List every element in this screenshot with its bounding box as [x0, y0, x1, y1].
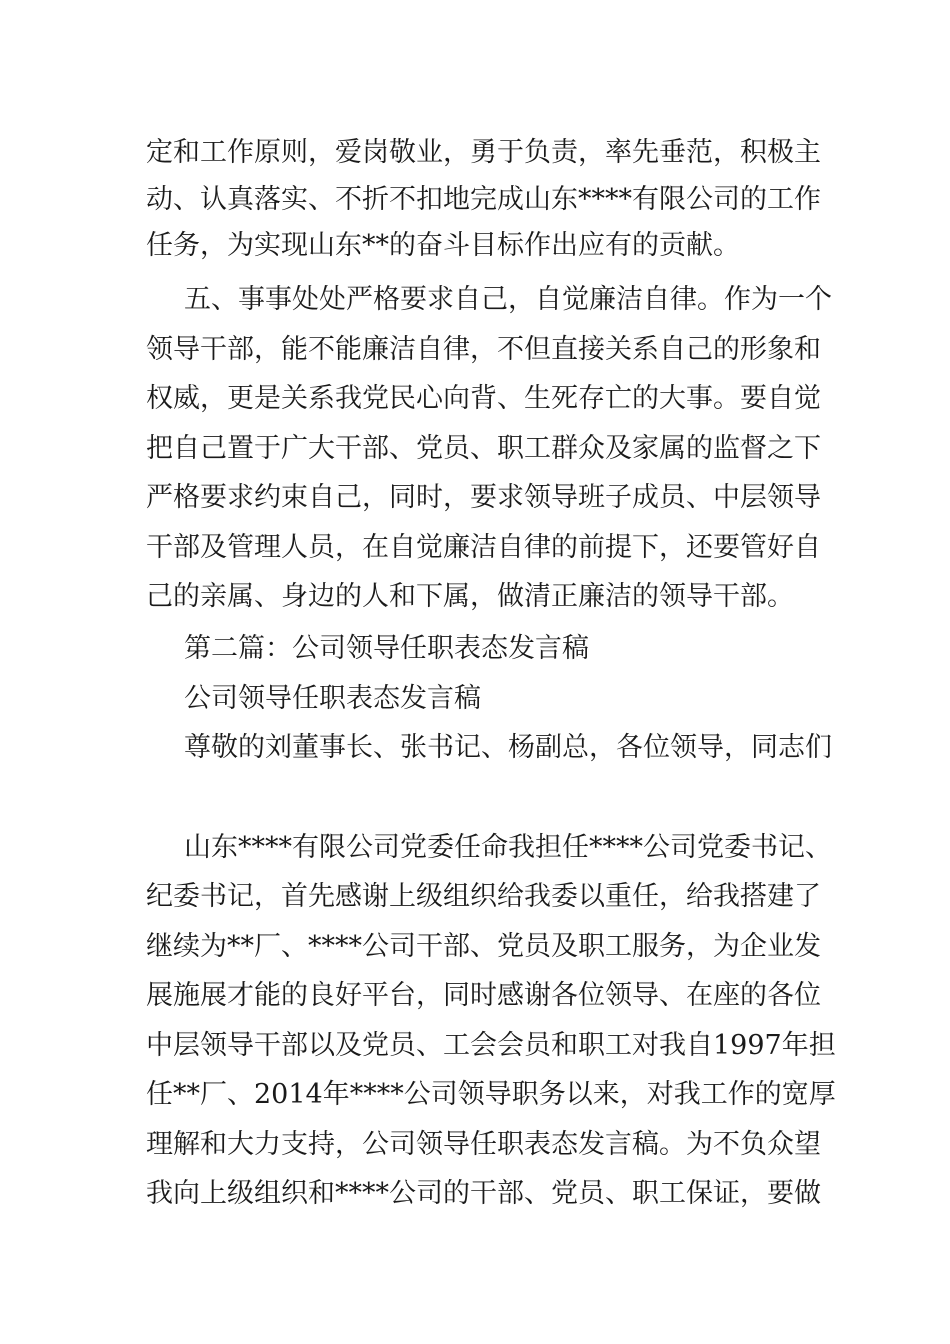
text-line: 山东****有限公司党委任命我担任****公司党委书记、 [184, 832, 832, 863]
document-title: 公司领导任职表态发言稿 [184, 683, 481, 714]
text-line: 任**厂、2014年****公司领导职务以来，对我工作的宽厚 [146, 1079, 836, 1110]
section-heading: 第二篇：公司领导任职表态发言稿 [184, 633, 589, 664]
text-line: 权威，更是关系我党民心向背、生死存亡的大事。要自觉 [146, 383, 821, 414]
text-line: 干部及管理人员，在自觉廉洁自律的前提下，还要管好自 [146, 532, 821, 563]
text-line: 己的亲属、身边的人和下属，做清正廉洁的领导干部。 [146, 581, 794, 612]
text-line: 严格要求约束自己，同时，要求领导班子成员、中层领导 [146, 482, 821, 513]
text-line: 继续为**厂、****公司干部、党员及职工服务，为企业发 [146, 931, 821, 962]
text-line: 任务，为实现山东**的奋斗目标作出应有的贡献。 [146, 230, 740, 261]
text-line: 我向上级组织和****公司的干部、党员、职工保证，要做 [146, 1178, 821, 1209]
text-line: 纪委书记，首先感谢上级组织给我委以重任，给我搭建了 [146, 881, 821, 912]
text-line: 把自己置于广大干部、党员、职工群众及家属的监督之下 [146, 433, 821, 464]
text-line: 领导干部，能不能廉洁自律，不但直接关系自己的形象和 [146, 334, 821, 365]
text-line: 定和工作原则，爱岗敬业，勇于负责，率先垂范，积极主 [146, 137, 821, 168]
text-line: 展施展才能的良好平台，同时感谢各位领导、在座的各位 [146, 980, 821, 1011]
salutation: 尊敬的刘董事长、张书记、杨副总，各位领导，同志们 [184, 732, 832, 763]
text-line: 理解和大力支持，公司领导任职表态发言稿。为不负众望 [146, 1129, 821, 1160]
text-line: 五、事事处处严格要求自己，自觉廉洁自律。作为一个 [184, 284, 832, 315]
text-line: 动、认真落实、不折不扣地完成山东****有限公司的工作 [146, 184, 821, 215]
text-line: 中层领导干部以及党员、工会会员和职工对我自1997年担 [146, 1030, 836, 1061]
